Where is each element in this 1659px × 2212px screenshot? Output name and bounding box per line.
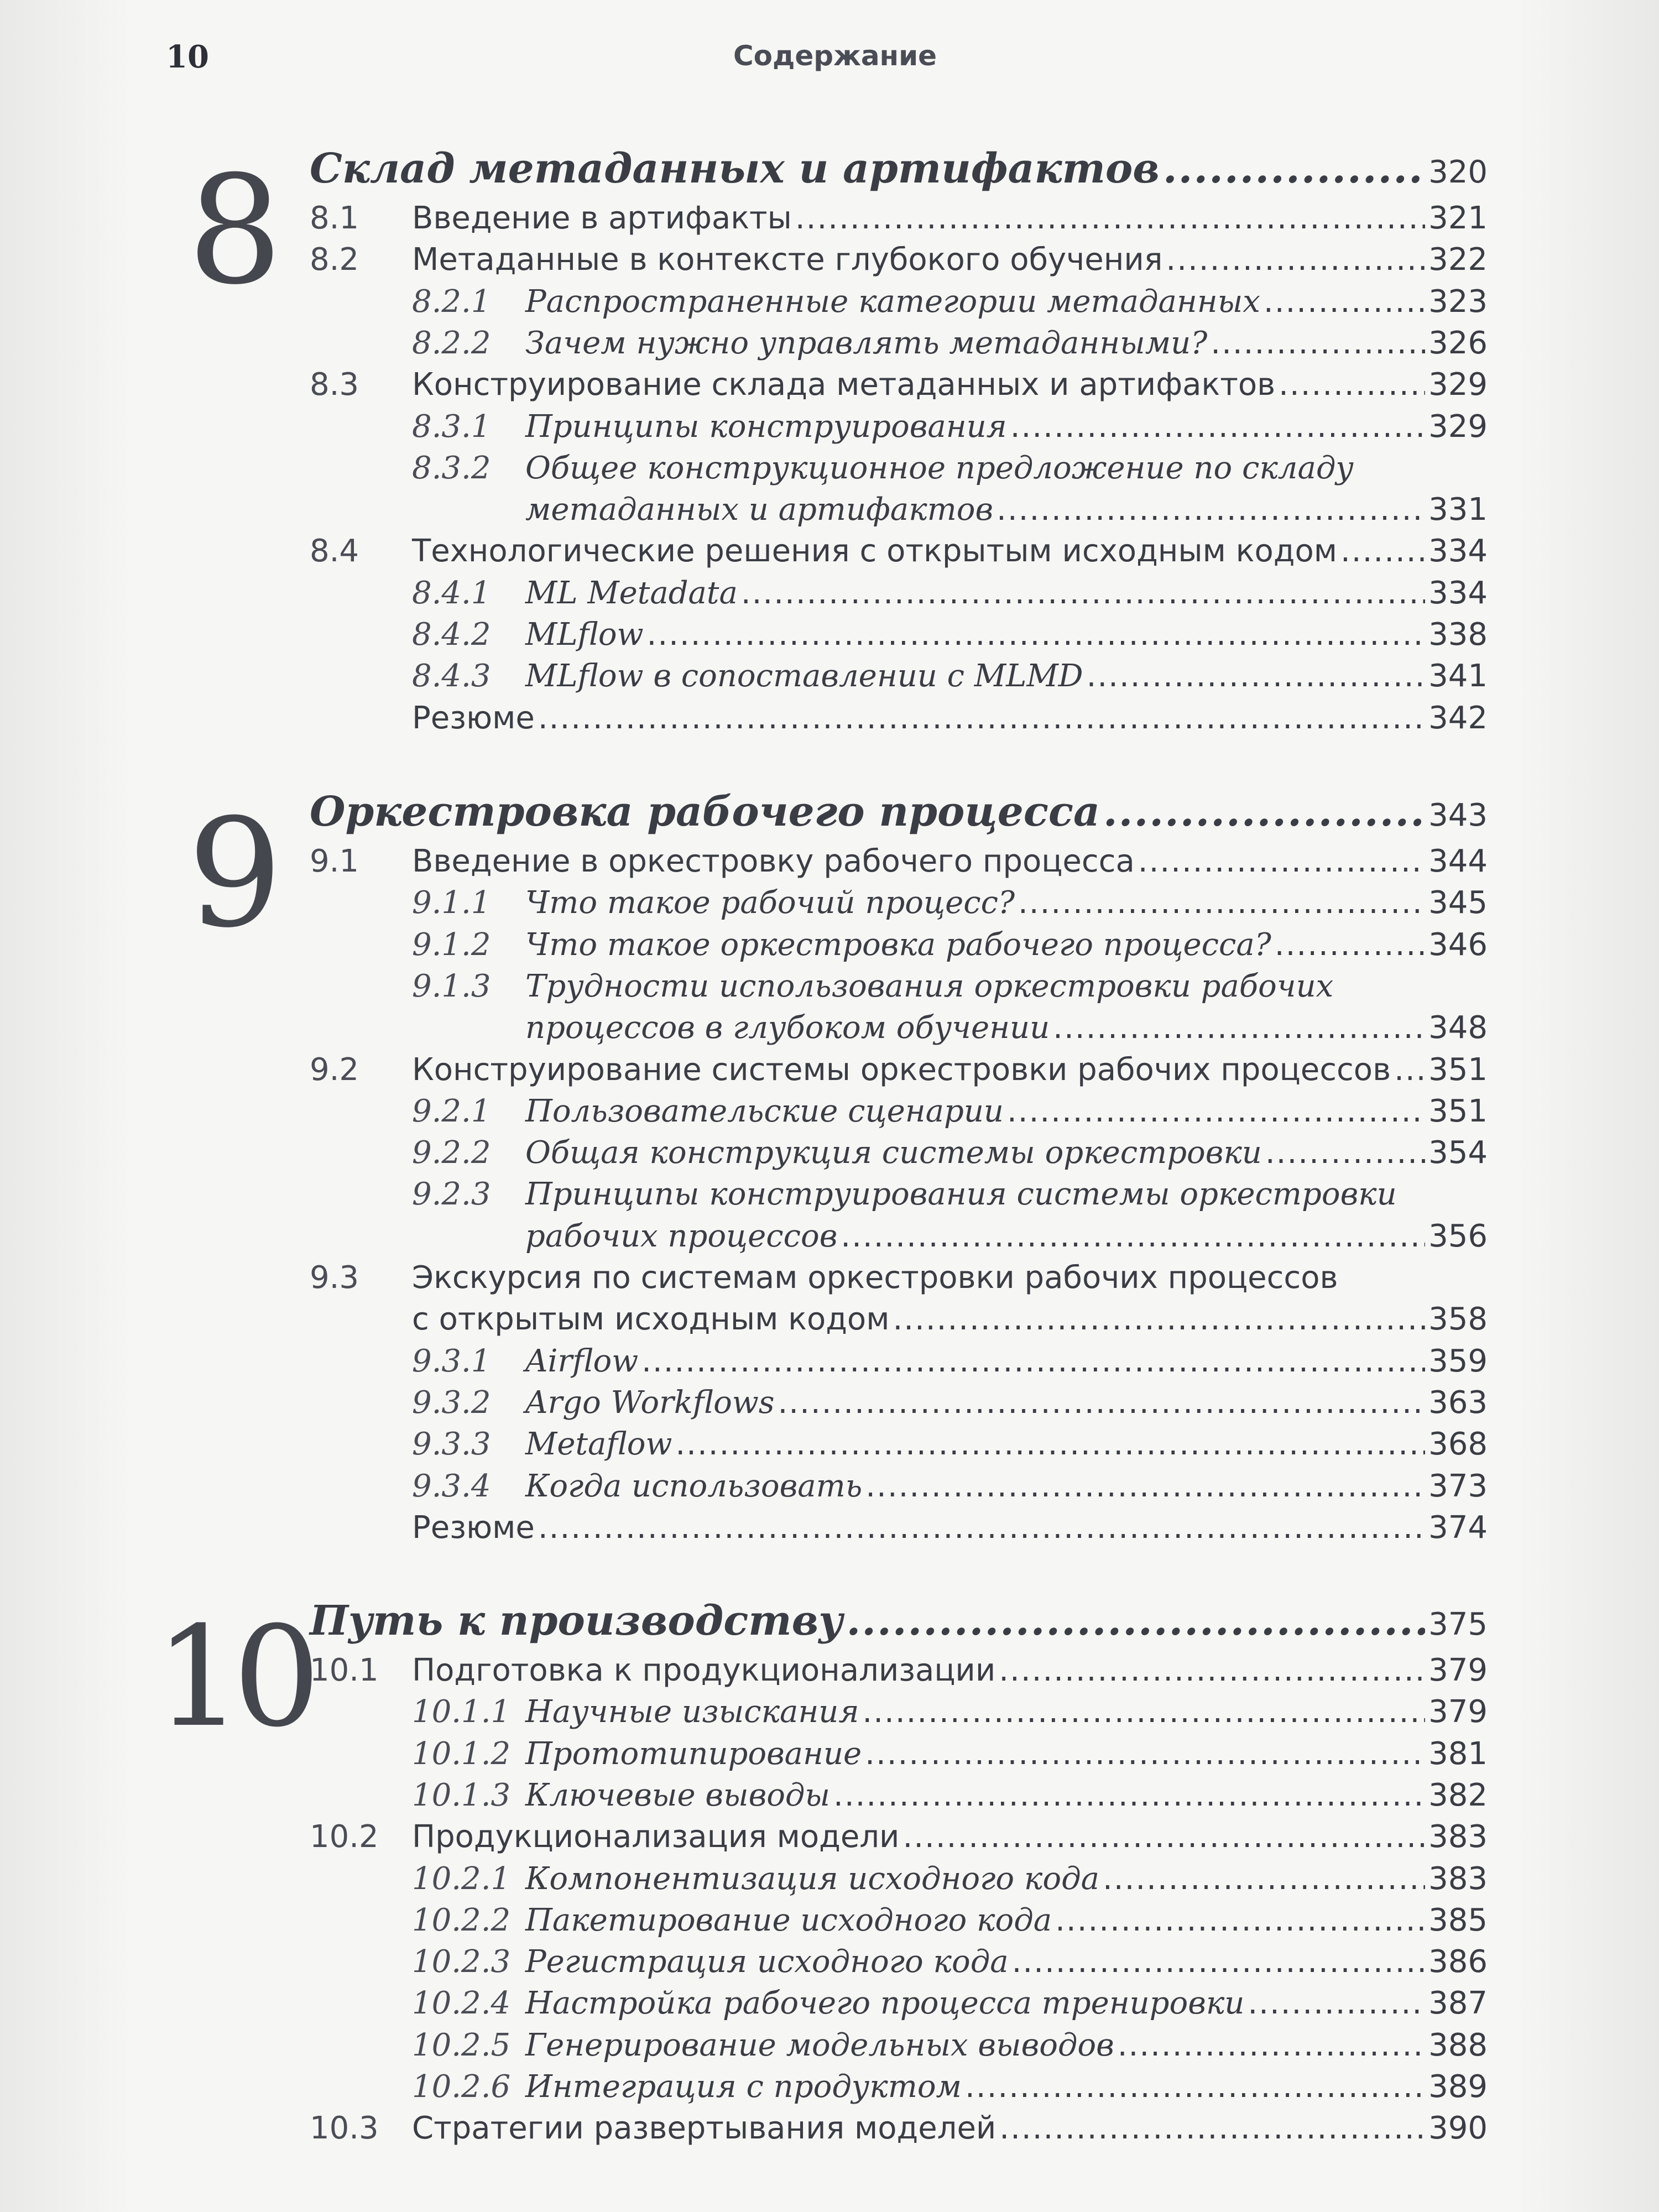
leader-dots (1012, 1944, 1426, 1980)
entry-number: 10.2.3 (412, 1944, 511, 1980)
subsection-entry (412, 1902, 1488, 1944)
subsection-entry (412, 2027, 1488, 2069)
leader-dots (965, 2069, 1425, 2105)
entry-title: Компонентизация исходного кода (525, 1860, 1099, 1897)
leader-dots (1010, 409, 1425, 445)
subsection-entry (412, 1468, 1488, 1510)
subsection-entry (412, 658, 1488, 700)
subsection-entry (412, 1385, 1488, 1427)
chapter-page: 343 (1428, 797, 1488, 833)
leader-dots (1053, 1010, 1425, 1046)
entry-page: 389 (1428, 2069, 1488, 2105)
entry-page: 321 (1428, 200, 1488, 236)
entry-number: 8.3 (310, 367, 359, 403)
leader-dots (1265, 1135, 1425, 1171)
subsection-entry (412, 1093, 1488, 1135)
subsection-entry (412, 1426, 1488, 1468)
leader-dots (1248, 1985, 1425, 2021)
leader-dots (1340, 533, 1425, 569)
leader-dots (1163, 145, 1425, 192)
subsection-entry (412, 1944, 1488, 1986)
subsection-entry (412, 1777, 1488, 1819)
entry-number: 8.3.2 (412, 450, 491, 486)
entry-number: 9.3.3 (412, 1426, 491, 1463)
entry-title: метаданных и артифактов (525, 492, 994, 528)
entry-number: 8.2 (310, 242, 359, 278)
subsection-entry (412, 284, 1488, 326)
entry-number: 10.2 (310, 1819, 379, 1855)
leader-dots (647, 617, 1426, 653)
entry-page: 348 (1428, 1010, 1488, 1046)
entry-title: Продукционализация модели (412, 1819, 900, 1855)
entry-title: Подготовка к продукционализации (412, 1652, 996, 1688)
entry-page: 388 (1428, 2027, 1488, 2063)
entry-number: 10.2.6 (412, 2069, 511, 2105)
entry-page: 341 (1428, 658, 1488, 695)
entry-page: 381 (1428, 1735, 1488, 1772)
entry-page: 383 (1428, 1819, 1488, 1855)
entry-title: Настройка рабочего процесса тренировки (525, 1985, 1245, 2022)
entry-number: 8.4.3 (412, 658, 491, 695)
leader-dots (1166, 242, 1425, 278)
page-header (166, 39, 1504, 83)
entry-number: 10.3 (310, 2110, 379, 2147)
entry-title: процессов в глубоком обучении (525, 1010, 1050, 1046)
subsection-entry (412, 450, 1488, 492)
leader-dots (641, 1343, 1425, 1379)
leader-dots (778, 1385, 1426, 1421)
entry-number: 9.2.3 (412, 1176, 491, 1213)
section-entry (310, 2110, 1488, 2152)
running-title: Содержание (733, 40, 937, 72)
subsection-entry (412, 885, 1488, 927)
leader-dots (833, 1777, 1425, 1813)
leader-dots (862, 1694, 1425, 1730)
subsection-entry (412, 492, 1488, 534)
entry-title: с открытым исходным кодом (412, 1301, 890, 1338)
entry-title: Пакетирование исходного кода (525, 1902, 1052, 1938)
subsection-entry (412, 1010, 1488, 1052)
entry-page: 346 (1428, 926, 1488, 963)
entry-page: 363 (1428, 1384, 1488, 1421)
page-number: 10 (166, 39, 209, 75)
entry-page: 331 (1428, 492, 1488, 528)
entry-number: 10.1 (310, 1652, 379, 1688)
chapter-entry (310, 1597, 1488, 1647)
entry-number: 9.1.2 (412, 926, 491, 963)
leader-dots (999, 2110, 1425, 2146)
leader-dots (999, 1652, 1425, 1688)
entry-number: 9.2 (310, 1051, 359, 1088)
leader-dots (1007, 1093, 1425, 1129)
entry-page: 373 (1428, 1468, 1488, 1504)
subsection-entry (412, 1218, 1488, 1260)
subsection-entry (412, 1135, 1488, 1177)
entry-number: 10.2.1 (412, 1860, 511, 1897)
entry-number: 8.2.1 (412, 283, 491, 320)
subsection-entry (412, 575, 1488, 617)
chapter-title: Путь к производству (310, 1597, 843, 1645)
entry-number: 10.1.1 (412, 1694, 511, 1730)
section-entry (310, 1052, 1488, 1094)
section-entry (310, 242, 1488, 284)
subsection-entry (412, 1343, 1488, 1385)
entry-title: MLflow (525, 617, 644, 653)
entry-title: Зачем нужно управлять метаданными? (525, 325, 1208, 361)
entry-number: 9.2.2 (412, 1135, 491, 1171)
leader-dots (865, 1468, 1425, 1504)
entry-title: Экскурсия по системам оркестровки рабочих процессов (412, 1260, 1338, 1296)
entry-page: 351 (1428, 1051, 1488, 1088)
entry-page: 334 (1428, 533, 1488, 570)
entry-title: Резюме (412, 1509, 535, 1546)
section-entry (310, 367, 1488, 409)
entry-page: 338 (1428, 617, 1488, 653)
entry-title: Airflow (525, 1343, 639, 1379)
section-entry (310, 200, 1488, 242)
entry-title: Что такое оркестровка рабочего процесса? (525, 926, 1271, 963)
chapter-number: 10 (155, 1597, 311, 1757)
entry-page: 354 (1428, 1135, 1488, 1171)
entry-title: Прототипирование (525, 1735, 862, 1772)
entry-number: 10.1.2 (412, 1735, 511, 1772)
entry-number: 9.3 (310, 1260, 359, 1296)
leader-dots (865, 1736, 1425, 1772)
subsection-entry (412, 927, 1488, 969)
leader-dots (997, 492, 1425, 528)
leader-dots (1087, 658, 1426, 694)
section-entry (310, 1819, 1488, 1861)
entry-title: Распространенные категории метаданных (525, 283, 1260, 320)
leader-dots (1394, 1052, 1425, 1088)
entry-page: 379 (1428, 1652, 1488, 1688)
entry-title: Argo Workflows (525, 1384, 775, 1421)
chapter-entry (310, 145, 1488, 195)
leader-dots (795, 200, 1425, 236)
entry-number: 9.3.1 (412, 1343, 491, 1379)
entry-title: Ключевые выводы (525, 1777, 831, 1813)
entry-page: 334 (1428, 575, 1488, 611)
leader-dots (841, 1218, 1425, 1254)
entry-title: ML Metadata (525, 575, 738, 611)
entry-number: 10.1.3 (412, 1777, 511, 1813)
entry-title: Общая конструкция системы оркестровки (525, 1135, 1262, 1171)
entry-title: рабочих процессов (525, 1218, 838, 1254)
chapter-entry (310, 788, 1488, 838)
leader-dots (893, 1301, 1425, 1337)
leader-dots (1211, 325, 1425, 361)
leader-dots (1103, 788, 1425, 836)
subsection-entry (412, 1176, 1488, 1218)
leader-dots (1103, 1861, 1425, 1897)
entry-title: Конструирование системы оркестровки рабочих процессов (412, 1051, 1391, 1088)
entry-page: 386 (1428, 1944, 1488, 1980)
entry-title: Metaflow (525, 1426, 672, 1463)
entry-page: 383 (1428, 1860, 1488, 1897)
entry-title: Регистрация исходного кода (525, 1944, 1009, 1980)
entry-page: 329 (1428, 408, 1488, 445)
section-entry (310, 1510, 1488, 1552)
entry-title: Пользовательские сценарии (525, 1093, 1004, 1129)
entry-title: Введение в оркестровку рабочего процесса (412, 843, 1135, 879)
entry-number: 8.4.1 (412, 575, 491, 611)
leader-dots (1055, 1902, 1425, 1938)
subsection-entry (412, 1694, 1488, 1736)
entry-page: 356 (1428, 1218, 1488, 1254)
section-entry (310, 1260, 1488, 1302)
entry-title: Технологические решения с открытым исходным кодом (412, 533, 1337, 570)
subsection-entry (412, 1985, 1488, 2027)
entry-page: 379 (1428, 1694, 1488, 1730)
chapter-title: Склад метаданных и артифактов (310, 145, 1160, 192)
leader-dots (675, 1426, 1425, 1462)
entry-page: 387 (1428, 1985, 1488, 2022)
entry-page: 342 (1428, 700, 1488, 736)
entry-page: 358 (1428, 1301, 1488, 1338)
entry-number: 10.2.2 (412, 1902, 511, 1938)
entry-number: 8.1 (310, 200, 359, 236)
entry-page: 359 (1428, 1343, 1488, 1379)
entry-page: 345 (1428, 885, 1488, 921)
section-entry (310, 700, 1488, 742)
subsection-entry (412, 1736, 1488, 1778)
leader-dots (1275, 927, 1425, 963)
entry-page: 385 (1428, 1902, 1488, 1938)
entry-title: Что такое рабочий процесс? (525, 885, 1015, 921)
chapter-title: Оркестровка рабочего процесса (310, 788, 1100, 836)
entry-title: Принципы конструирования системы оркестровки (525, 1176, 1397, 1213)
entry-number: 10.2.4 (412, 1985, 511, 2022)
entry-number: 10.2.5 (412, 2027, 511, 2063)
entry-number: 9.3.4 (412, 1468, 491, 1504)
leader-dots (1264, 284, 1425, 320)
entry-title: Трудности использования оркестровки рабочих (525, 968, 1334, 1004)
section-entry (310, 843, 1488, 885)
entry-page: 326 (1428, 325, 1488, 361)
section-entry (310, 533, 1488, 575)
chapter-page: 375 (1428, 1606, 1488, 1642)
entry-title: Принципы конструирования (525, 408, 1007, 445)
subsection-entry (412, 968, 1488, 1010)
entry-title: Общее конструкционное предложение по складу (525, 450, 1354, 486)
entry-number: 9.1.3 (412, 968, 491, 1004)
entry-number: 9.1 (310, 843, 359, 879)
entry-page: 329 (1428, 367, 1488, 403)
leader-dots (741, 575, 1425, 611)
entry-number: 8.3.1 (412, 408, 491, 445)
entry-title: Когда использовать (525, 1468, 863, 1504)
entry-page: 323 (1428, 283, 1488, 320)
subsection-entry (412, 325, 1488, 367)
leader-dots (538, 700, 1425, 736)
chapter-page: 320 (1428, 154, 1488, 190)
leader-dots (1138, 843, 1425, 879)
entry-page: 390 (1428, 2110, 1488, 2147)
chapter-number: 9 (187, 786, 283, 961)
subsection-entry (412, 1861, 1488, 1903)
subsection-entry (412, 617, 1488, 659)
entry-title: MLflow в сопоставлении с MLMD (525, 658, 1083, 695)
entry-number: 8.2.2 (412, 325, 491, 361)
subsection-entry (412, 2069, 1488, 2111)
leader-dots (846, 1597, 1425, 1645)
entry-title: Генерирование модельных выводов (525, 2027, 1114, 2063)
chapter-number: 8 (187, 143, 283, 317)
entry-title: Стратегии развертывания моделей (412, 2110, 997, 2147)
entry-page: 382 (1428, 1777, 1488, 1813)
entry-number: 9.2.1 (412, 1093, 491, 1129)
leader-dots (538, 1510, 1425, 1546)
leader-dots (1118, 2027, 1425, 2063)
entry-number: 9.1.1 (412, 885, 491, 921)
entry-number: 9.3.2 (412, 1384, 491, 1421)
entry-page: 374 (1428, 1509, 1488, 1546)
entry-number: 8.4 (310, 533, 359, 570)
leader-dots (902, 1819, 1425, 1855)
entry-number: 8.4.2 (412, 617, 491, 653)
entry-title: Введение в артифакты (412, 200, 792, 236)
leader-dots (1279, 367, 1425, 403)
subsection-entry (412, 409, 1488, 451)
leader-dots (1018, 885, 1425, 921)
entry-page: 344 (1428, 843, 1488, 879)
entry-page: 322 (1428, 242, 1488, 278)
entry-title: Конструирование склада метаданных и артифактов (412, 367, 1276, 403)
section-entry (310, 1301, 1488, 1343)
entry-title: Интеграция с продуктом (525, 2069, 962, 2105)
entry-page: 351 (1428, 1093, 1488, 1129)
section-entry (310, 1652, 1488, 1694)
entry-page: 368 (1428, 1426, 1488, 1463)
entry-title: Резюме (412, 700, 535, 736)
entry-title: Научные изыскания (525, 1694, 859, 1730)
entry-title: Метаданные в контексте глубокого обучения (412, 242, 1163, 278)
